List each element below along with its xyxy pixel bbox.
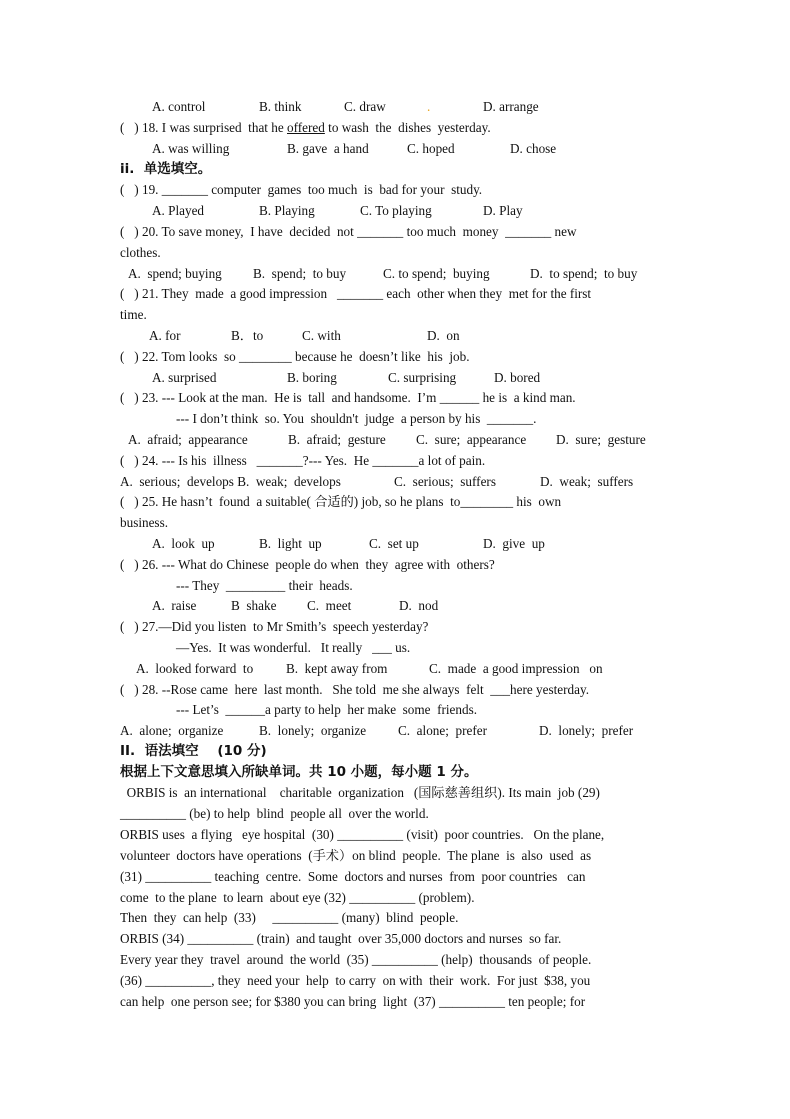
option-b: B. boring xyxy=(287,370,337,385)
option-c: C. surprising xyxy=(388,370,457,385)
question-28: ( ) 28. --Rose came here last month. She told me she always felt ___here yesterday. xyxy=(120,682,589,697)
option-a: A. was willing xyxy=(152,141,230,156)
passage-line: ORBIS is an international charitable organization (国际慈善组织). Its main job (29) xyxy=(120,785,600,800)
section-heading: ii. 单选填空。 xyxy=(120,161,212,177)
option-c: C. draw xyxy=(344,99,386,114)
option-a: A. surprised xyxy=(152,370,217,385)
question-25: ( ) 25. He hasn’t found a suitable( 合适的) job, so he plans to________ his own xyxy=(120,494,562,509)
passage-line: Then they can help (33) __________ (many) blind people. xyxy=(120,910,459,925)
section-instructions: 根据上下文意思填入所缺单词。共 10 小题，每小题 1 分。 xyxy=(120,764,478,780)
option-a: A. Played xyxy=(152,203,205,218)
option-b: B. afraid; gesture xyxy=(288,432,386,447)
passage-line: ORBIS uses a flying eye hospital (30) __________ (visit) poor countries. On the plane, xyxy=(120,827,605,842)
question-20: ( ) 20. To save money, I have decided not _______ too much money _______ new xyxy=(120,224,577,239)
underlined-word: offered xyxy=(287,120,325,135)
question-18: ( ) 18. I was surprised that he offered to wash the dishes yesterday. xyxy=(120,120,491,135)
question-27: ( ) 27.—Did you listen to Mr Smith’s speech yesterday? xyxy=(120,619,429,634)
option-b: B. Playing xyxy=(259,203,315,218)
option-c: C. set up xyxy=(369,536,419,551)
option-c: C. alone; prefer xyxy=(398,723,487,738)
option-b: B. lonely; organize xyxy=(259,723,367,738)
question-21-cont: time. xyxy=(120,307,147,322)
option-d: D. bored xyxy=(494,370,541,385)
question-26: ( ) 26. --- What do Chinese people do when they agree with others? xyxy=(120,557,495,572)
question-22: ( ) 22. Tom looks so ________ because he doesn’t like his job. xyxy=(120,349,470,364)
option-d: D. sure; gesture xyxy=(556,432,646,447)
passage-line: come to the plane to learn about eye (32) __________ (problem). xyxy=(120,890,475,905)
option-d: D. on xyxy=(427,328,460,343)
question-19: ( ) 19. _______ computer games too much is bad for your study. xyxy=(120,182,483,197)
option-a: A. control xyxy=(152,99,206,114)
passage-line: volunteer doctors have operations (手术）on blind people. The plane is also used as xyxy=(120,848,592,863)
option-c: C. sure; appearance xyxy=(416,432,527,447)
question-27-reply: —Yes. It was wonderful. It really ___ us. xyxy=(176,640,411,655)
option-d: D. lonely; prefer xyxy=(539,723,634,738)
passage-line: (36) __________, they need your help to carry on with their work. For just $38, you xyxy=(120,973,591,988)
option-c: C. To playing xyxy=(360,203,432,218)
question-23-reply: --- I don’t think so. You shouldn't judge a person by his _______. xyxy=(176,411,537,426)
passage-line: Every year they travel around the world (35) __________ (help) thousands of people. xyxy=(120,952,592,967)
option-b: B. kept away from xyxy=(286,661,388,676)
question-28-reply: --- Let’s ______a party to help her make some friends. xyxy=(176,702,478,717)
option-a: A. afraid; appearance xyxy=(128,432,248,447)
option-b: B. spend; to buy xyxy=(253,266,347,281)
passage-line: __________ (be) to help blind people all over the world. xyxy=(120,806,429,821)
passage-line: ORBIS (34) __________ (train) and taught over 35,000 doctors and nurses so far. xyxy=(120,931,562,946)
option-d: D. Play xyxy=(483,203,523,218)
option-c: C. made a good impression on xyxy=(429,661,603,676)
passage-line: (31) __________ teaching centre. Some doctors and nurses from poor countries can xyxy=(120,869,586,884)
stray-mark: . xyxy=(427,99,431,114)
option-c: C. hoped xyxy=(407,141,455,156)
option-d: D. to spend; to buy xyxy=(530,266,638,281)
option-a: A. spend; buying xyxy=(128,266,222,281)
question-26-reply: --- They _________ their heads. xyxy=(176,578,353,593)
option-d: D. arrange xyxy=(483,99,539,114)
passage-line: can help one person see; for $380 you can bring light (37) __________ ten people; for xyxy=(120,994,586,1009)
option-a: A. alone; organize xyxy=(120,723,224,738)
option-c: C. to spend; buying xyxy=(383,266,490,281)
option-a: A. for xyxy=(149,328,181,343)
option-c: C. with xyxy=(302,328,341,343)
question-24: ( ) 24. --- Is his illness _______?--- Yes. He _______a lot of pain. xyxy=(120,453,486,468)
option-c: C. serious; suffers xyxy=(394,474,496,489)
option-b: B shake xyxy=(231,598,277,613)
option-d: D. give up xyxy=(483,536,545,551)
option-d: D. nod xyxy=(399,598,439,613)
question-23: ( ) 23. --- Look at the man. He is tall and handsome. I’m ______ he is a kind man. xyxy=(120,390,576,405)
option-d: D. chose xyxy=(510,141,557,156)
option-b: B．to xyxy=(231,328,264,343)
option-d: D. weak; suffers xyxy=(540,474,634,489)
option-c: C. meet xyxy=(307,598,352,613)
option-b: B. think xyxy=(259,99,302,114)
option-ab: A. serious; develops B. weak; develops xyxy=(120,474,341,489)
option-a: A. look up xyxy=(152,536,215,551)
question-25-cont: business. xyxy=(120,515,168,530)
option-a: A. looked forward to xyxy=(136,661,254,676)
option-a: A. raise xyxy=(152,598,197,613)
option-b: B. light up xyxy=(259,536,322,551)
section-heading: II. 语法填空 (10 分) xyxy=(120,743,267,759)
option-b: B. gave a hand xyxy=(287,141,369,156)
question-21: ( ) 21. They made a good impression _______ each other when they met for the first xyxy=(120,286,592,301)
question-20-cont: clothes. xyxy=(120,245,161,260)
